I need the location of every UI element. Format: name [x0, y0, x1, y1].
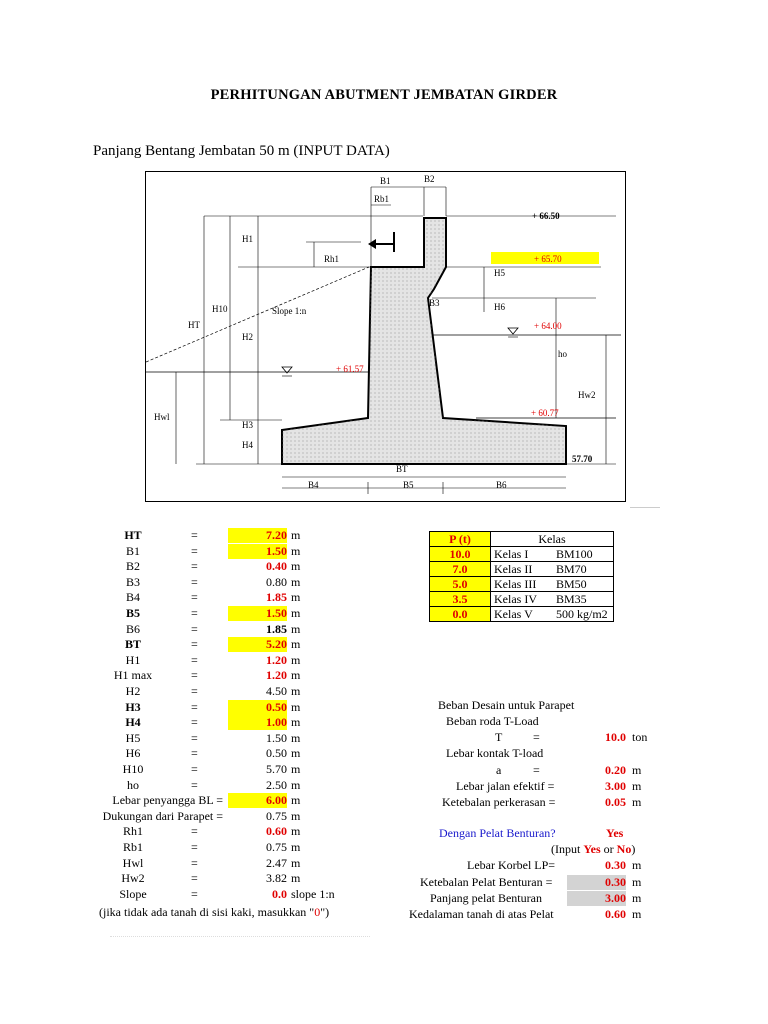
pelat-question: Dengan Pelat Benturan? — [439, 826, 556, 840]
param-equals: = — [191, 559, 198, 574]
label-b5: B5 — [403, 480, 414, 490]
param-value[interactable]: 1.50 — [228, 606, 287, 621]
param-label: BT — [124, 637, 141, 652]
param-equals: = — [191, 699, 198, 714]
param-label: H3 — [125, 699, 141, 714]
param-label: HT — [124, 528, 142, 542]
param-value[interactable]: 1.50 — [228, 544, 287, 559]
label-hw2: Hw2 — [578, 390, 596, 400]
class-row — [430, 577, 614, 592]
tanah-label: Kedalaman tanah di atas Pelat — [409, 907, 554, 921]
param-row — [90, 778, 350, 793]
param-row — [90, 746, 350, 761]
class-load[interactable]: 0.0 — [430, 607, 491, 622]
param-label: H6 — [125, 746, 141, 761]
class-bm: BM35 — [553, 592, 614, 607]
param-value[interactable]: 5.20 — [228, 637, 287, 652]
param-equals: = — [191, 621, 198, 636]
class-bm: BM100 — [553, 547, 614, 562]
param-unit: m — [291, 684, 301, 698]
param-equals: = — [191, 574, 198, 589]
param-unit: m — [291, 808, 301, 823]
param-equals: = — [191, 777, 198, 792]
param-label: H5 — [125, 730, 141, 745]
label-h4: H4 — [242, 440, 253, 450]
panjang-unit: m — [632, 891, 642, 905]
panjang-label: Panjang pelat Benturan — [430, 891, 542, 905]
param-row — [90, 622, 350, 637]
param-value[interactable]: 5.70 — [266, 762, 287, 776]
class-row — [430, 562, 614, 577]
param-unit: m — [291, 590, 301, 605]
param-equals: = — [191, 590, 198, 605]
label-h3: H3 — [242, 420, 253, 430]
input-hint-no: No — [616, 842, 632, 856]
param-label: H2 — [125, 684, 141, 698]
param-unit: m — [291, 871, 301, 886]
note-text: (jika tidak ada tanah di sisi kaki, masukkan " — [99, 905, 315, 919]
note-value: 0 — [314, 905, 321, 919]
elevation-3: + 64.00 — [534, 321, 562, 331]
param-equals: = — [191, 871, 198, 886]
param-row — [90, 793, 350, 808]
class-load[interactable]: 3.5 — [430, 592, 491, 607]
param-value[interactable]: 0.50 — [266, 746, 287, 761]
param-value[interactable]: 2.50 — [266, 777, 287, 792]
param-equals: = — [191, 543, 198, 558]
param-label: Dukungan dari Parapet = — [102, 808, 223, 823]
t-label: T — [495, 730, 503, 744]
param-label: Rh1 — [122, 824, 143, 839]
param-unit: m — [291, 606, 301, 620]
param-value[interactable]: 1.50 — [266, 730, 287, 745]
kerasan-unit: m — [632, 795, 642, 809]
class-load[interactable]: 7.0 — [430, 562, 491, 577]
param-value[interactable]: 0.80 — [266, 574, 287, 589]
class-row — [430, 547, 614, 562]
param-row — [90, 590, 350, 605]
param-unit: m — [291, 699, 301, 714]
class-bm: 500 kg/m2 — [553, 607, 614, 622]
param-label: ho — [127, 777, 139, 792]
slope-note — [99, 905, 329, 920]
param-unit: m — [291, 762, 301, 776]
tanah-value[interactable]: 0.60 — [605, 907, 626, 921]
abutment-drawing — [145, 171, 626, 502]
param-label: B5 — [125, 606, 140, 620]
class-name: Kelas I — [491, 547, 554, 562]
param-unit: m — [291, 574, 301, 589]
param-row — [90, 684, 350, 699]
divider — [630, 507, 660, 508]
param-equals: = — [191, 730, 198, 745]
param-row — [90, 668, 350, 683]
param-value[interactable]: 1.85 — [266, 621, 287, 636]
param-label: B4 — [125, 590, 140, 605]
abutment-diagram — [146, 172, 625, 501]
param-value[interactable]: 7.20 — [228, 528, 287, 543]
input-hint-or: or — [600, 842, 617, 856]
param-unit: m — [291, 840, 301, 854]
korbel-unit: m — [632, 858, 642, 872]
param-equals: = — [191, 762, 198, 776]
param-label: H10 — [122, 762, 144, 776]
param-label: B6 — [125, 621, 140, 636]
param-value[interactable]: 0.40 — [266, 559, 287, 574]
param-row — [90, 856, 350, 871]
tebal-unit: m — [632, 875, 642, 889]
label-bt: BT — [396, 464, 408, 474]
param-row — [90, 887, 350, 902]
param-unit: m — [291, 668, 301, 683]
kerasan-label: Ketebalan perkerasan = — [442, 795, 556, 809]
kerasan-value[interactable]: 0.05 — [605, 795, 626, 809]
a-unit: m — [632, 763, 642, 777]
header-kelas: Kelas — [491, 532, 614, 547]
label-rb1: Rb1 — [374, 194, 390, 204]
param-label: B3 — [125, 574, 140, 589]
param-value[interactable]: 1.85 — [266, 590, 287, 605]
param-equals: = — [191, 668, 198, 683]
param-value[interactable]: 3.82 — [266, 871, 287, 886]
input-hint-pre: (Input — [551, 842, 584, 856]
label-ht: HT — [188, 320, 200, 330]
label-h2: H2 — [242, 332, 253, 342]
param-row — [90, 840, 350, 855]
jalan-value[interactable]: 3.00 — [605, 779, 626, 793]
faint-rule — [110, 936, 370, 939]
param-row — [90, 653, 350, 668]
tload-label: Beban roda T-Load — [446, 714, 539, 728]
label-h5: H5 — [494, 268, 505, 278]
jalan-unit: m — [632, 779, 642, 793]
param-unit: m — [291, 824, 301, 839]
param-label: H4 — [125, 715, 141, 730]
param-row — [90, 700, 350, 715]
tebal-label: Ketebalan Pelat Benturan = — [420, 875, 553, 889]
param-label: Hw2 — [121, 871, 145, 886]
param-label: Lebar penyangga BL = — [112, 793, 223, 808]
param-unit: m — [291, 621, 301, 636]
page-title: PERHITUNGAN ABUTMENT JEMBATAN GIRDER — [210, 87, 558, 103]
param-equals: = — [191, 840, 198, 854]
param-unit: m — [291, 528, 301, 542]
class-row — [430, 592, 614, 607]
input-hint — [551, 842, 635, 857]
param-row — [90, 559, 350, 574]
param-equals: = — [191, 684, 198, 698]
label-h1: H1 — [242, 234, 253, 244]
label-b2: B2 — [424, 174, 435, 184]
label-h10: H10 — [212, 304, 228, 314]
param-unit: m — [291, 746, 301, 761]
class-table — [429, 531, 614, 622]
label-h6: H6 — [494, 302, 505, 312]
t-value[interactable]: 10.0 — [605, 730, 626, 744]
param-value[interactable]: 6.00 — [228, 793, 287, 808]
page-subtitle: Panjang Bentang Jembatan 50 m (INPUT DATA) — [93, 143, 390, 159]
t-unit: ton — [632, 730, 648, 744]
param-unit: m — [291, 543, 301, 558]
param-row — [90, 871, 350, 886]
design-heading: Beban Desain untuk Parapet — [438, 698, 575, 712]
param-value[interactable]: 4.50 — [266, 684, 287, 698]
param-value[interactable]: 1.20 — [266, 668, 287, 683]
label-rh1: Rh1 — [324, 254, 340, 264]
param-value[interactable]: 1.20 — [266, 652, 287, 667]
param-equals: = — [191, 855, 198, 870]
param-unit: m — [291, 559, 301, 574]
param-unit: slope 1:n — [291, 886, 335, 901]
param-row — [90, 528, 350, 543]
param-row — [90, 575, 350, 590]
param-value[interactable]: 0.60 — [266, 824, 287, 839]
label-b6: B6 — [496, 480, 507, 490]
kontak-label: Lebar kontak T-load — [446, 746, 544, 760]
param-label: Slope — [119, 886, 147, 901]
param-row — [90, 731, 350, 746]
panjang-value[interactable]: 3.00 — [567, 891, 626, 906]
class-row — [430, 607, 614, 622]
param-label: H1 max — [113, 668, 153, 683]
label-b3: B3 — [429, 298, 440, 308]
param-equals: = — [191, 528, 198, 542]
param-label: Hwl — [122, 855, 144, 870]
param-equals: = — [191, 746, 198, 761]
class-name: Kelas III — [491, 577, 554, 592]
param-value[interactable]: 0.0 — [272, 886, 287, 901]
param-unit: m — [291, 637, 301, 652]
param-row — [90, 637, 350, 652]
class-name: Kelas II — [491, 562, 554, 577]
param-unit: m — [291, 652, 301, 667]
class-load[interactable]: 10.0 — [430, 547, 491, 562]
label-slope: Slope 1:n — [272, 306, 307, 316]
elevation-4: + 61.57 — [336, 364, 364, 374]
param-row — [90, 824, 350, 839]
param-value[interactable]: 0.75 — [266, 808, 287, 823]
param-equals: = — [191, 715, 198, 730]
korbel-label: Lebar Korbel LP= — [467, 858, 556, 872]
param-row — [90, 606, 350, 621]
header-p: P (t) — [430, 532, 491, 547]
param-unit: m — [291, 793, 301, 808]
param-label: B1 — [125, 543, 140, 558]
param-unit: m — [291, 730, 301, 745]
class-bm: BM50 — [553, 577, 614, 592]
param-value[interactable]: 0.75 — [266, 840, 287, 854]
elevation-2: + 65.70 — [534, 254, 562, 264]
param-equals: = — [191, 824, 198, 839]
class-name: Kelas IV — [491, 592, 554, 607]
param-equals: = — [191, 637, 198, 652]
elevation-5: + 60.77 — [531, 408, 559, 418]
label-b4: B4 — [308, 480, 319, 490]
class-bm: BM70 — [553, 562, 614, 577]
jalan-label: Lebar jalan efektif = — [456, 779, 555, 793]
param-value[interactable]: 0.50 — [228, 700, 287, 715]
label-hwl: Hwl — [154, 412, 170, 422]
elevation-1: + 66.50 — [532, 211, 560, 221]
param-equals: = — [191, 652, 198, 667]
elevation-6: 57.70 — [572, 454, 593, 464]
korbel-value[interactable]: 0.30 — [605, 858, 626, 872]
pelat-answer[interactable]: Yes — [606, 826, 624, 840]
label-b1: B1 — [380, 176, 391, 186]
t-eq: = — [533, 730, 540, 744]
a-value[interactable]: 0.20 — [605, 763, 626, 777]
param-label: H1 — [125, 652, 141, 667]
param-equals: = — [191, 606, 198, 620]
class-name: Kelas V — [491, 607, 554, 622]
input-hint-yes: Yes — [583, 842, 601, 856]
tebal-value[interactable]: 0.30 — [567, 875, 626, 890]
param-value[interactable]: 1.00 — [228, 715, 287, 730]
param-unit: m — [291, 855, 301, 870]
input-hint-post: ) — [631, 842, 636, 856]
param-row — [90, 544, 350, 559]
param-unit: m — [291, 715, 301, 730]
param-label: B2 — [125, 559, 140, 574]
param-row — [90, 809, 350, 824]
a-eq: = — [533, 763, 540, 777]
a-label: a — [496, 763, 502, 777]
param-row — [90, 715, 350, 730]
tanah-unit: m — [632, 907, 642, 921]
param-equals: = — [191, 886, 198, 901]
class-load[interactable]: 5.0 — [430, 577, 491, 592]
param-unit: m — [291, 777, 301, 792]
label-ho: ho — [558, 349, 567, 359]
note-end: ") — [320, 905, 330, 919]
param-label: Rb1 — [122, 840, 143, 854]
param-row — [90, 762, 350, 777]
param-value[interactable]: 2.47 — [266, 855, 287, 870]
